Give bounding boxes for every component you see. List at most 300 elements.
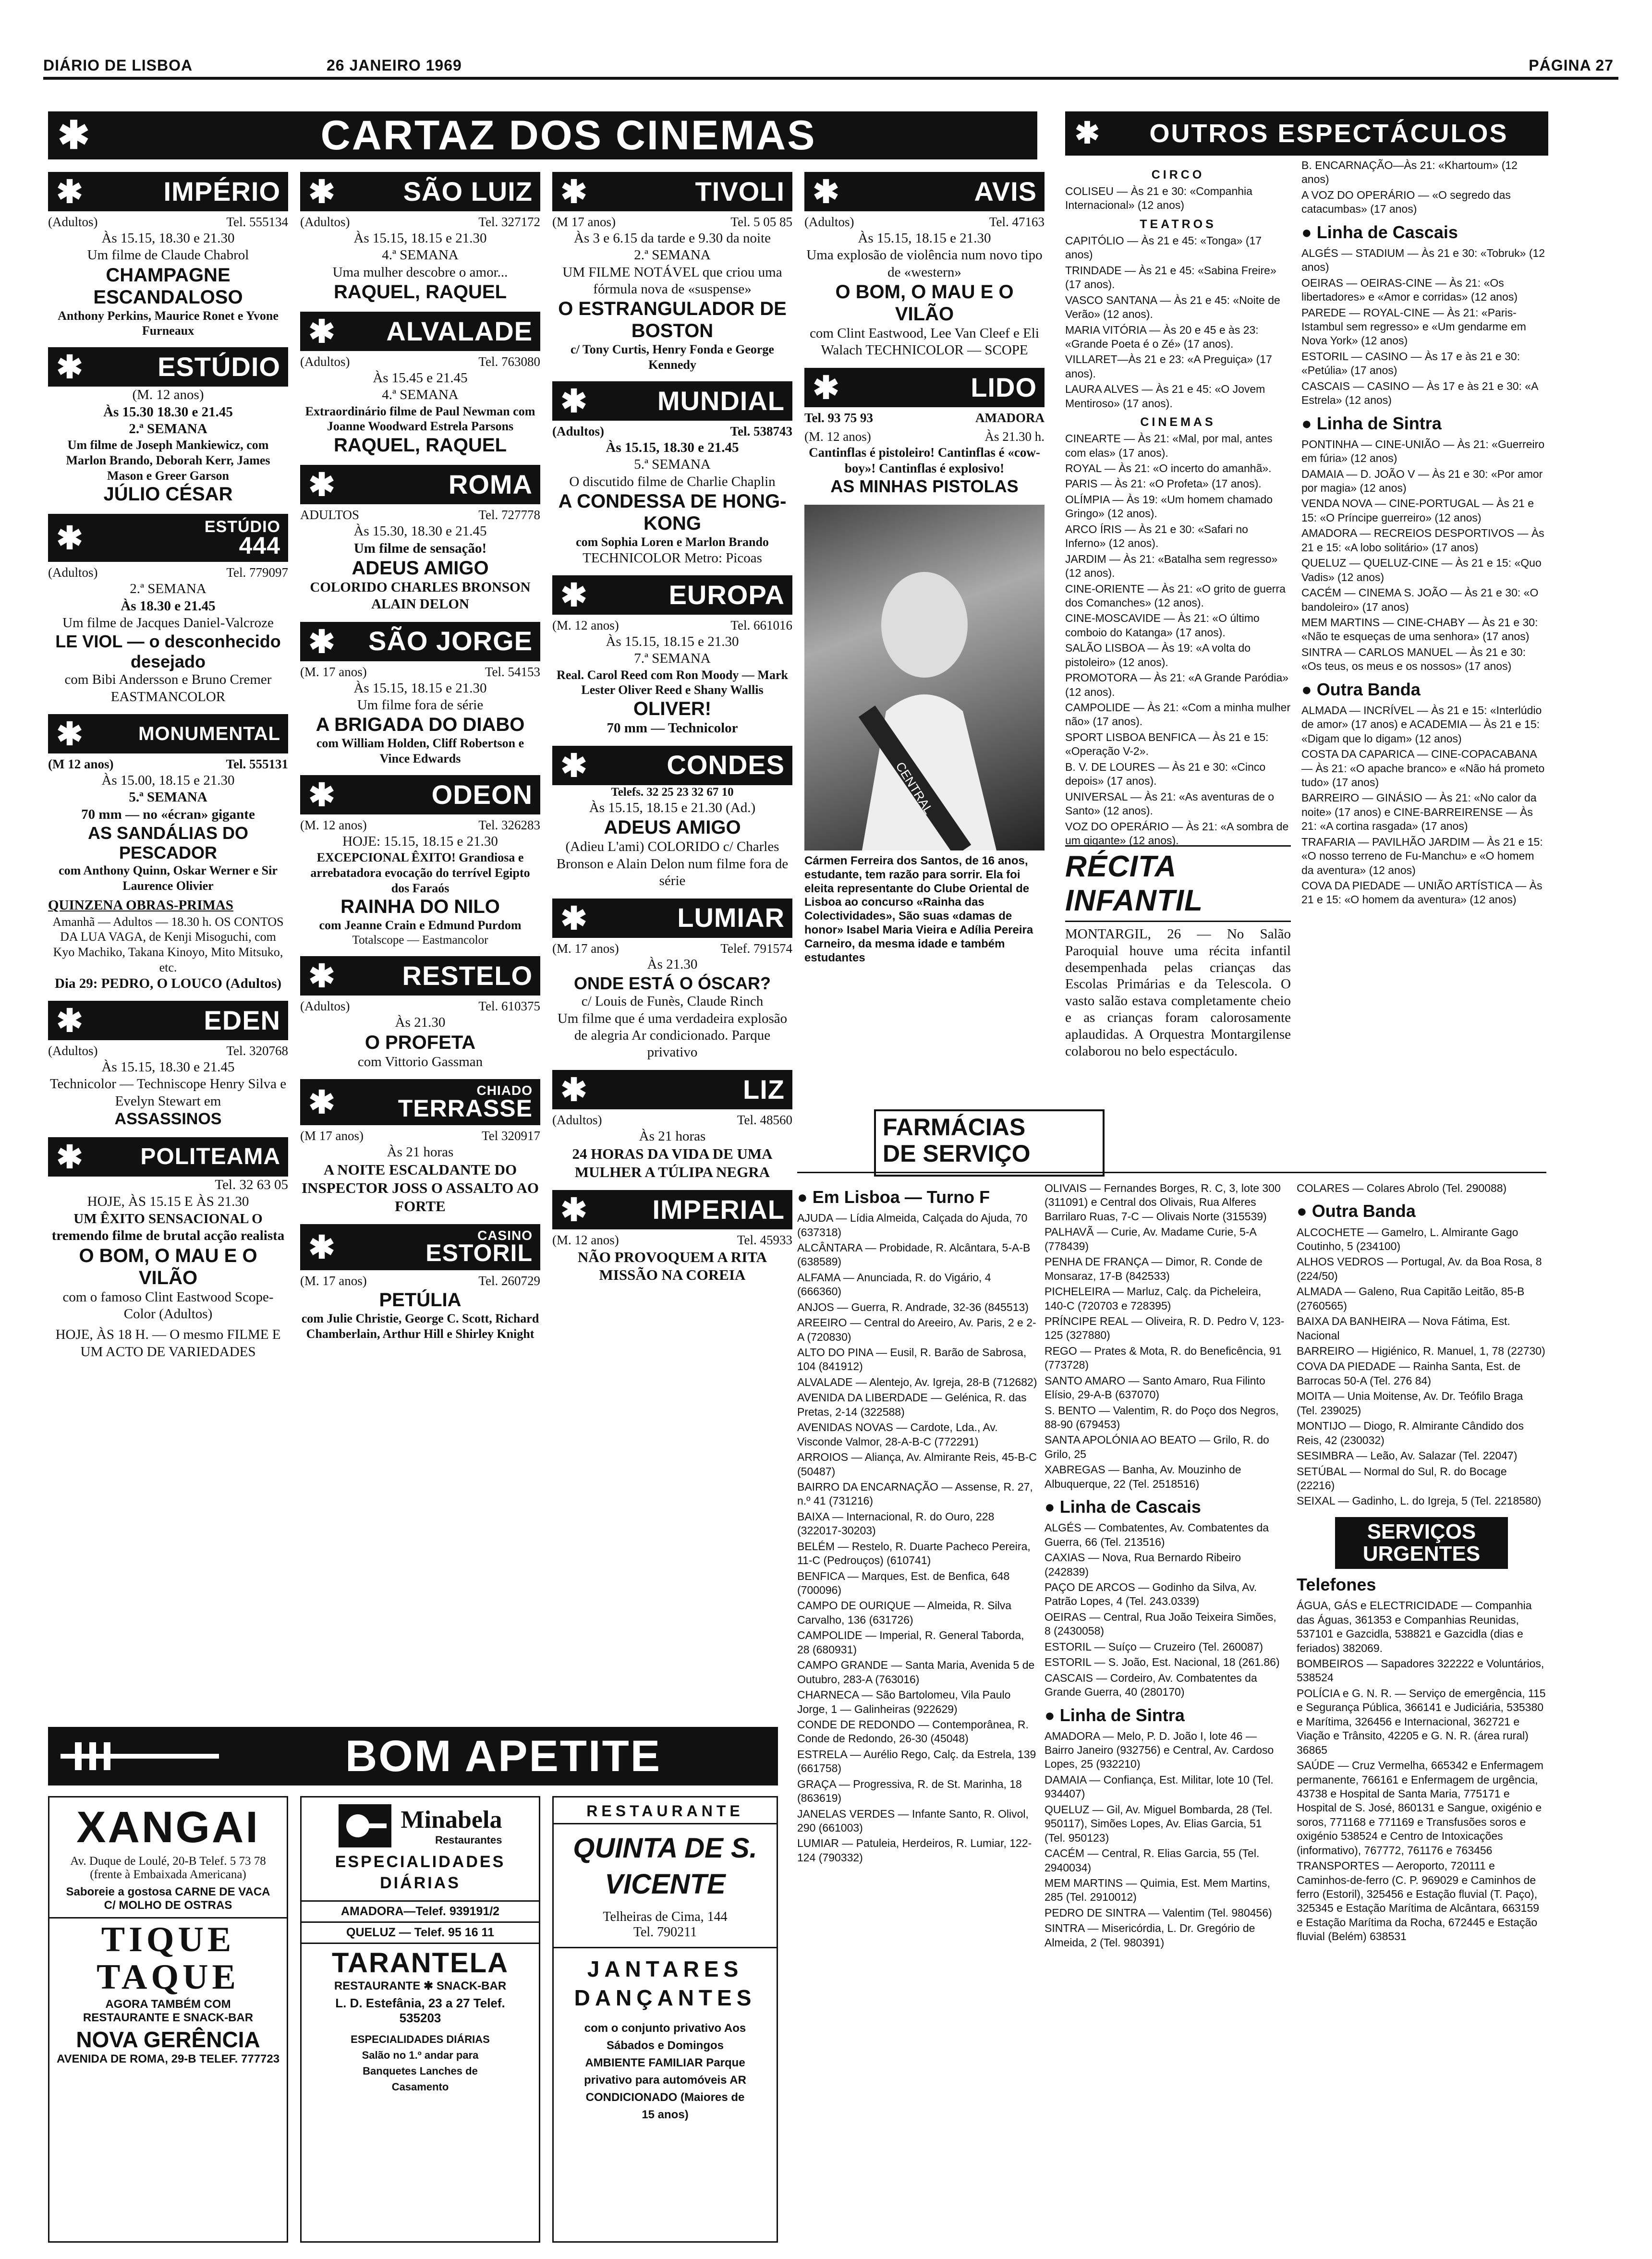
cinema-odeon	[300, 775, 540, 948]
pharmacy-item: BAIXA — Internacional, R. do Ouro, 228 (322017-30203)	[797, 1510, 995, 1537]
cascais-heading: ● Linha de Cascais	[1301, 222, 1458, 242]
farmacias-banner-line1: FARMÁCIAS	[883, 1114, 1026, 1141]
banda-heading-label: Outra Banda	[1316, 679, 1421, 699]
cinema-name: RESTELO	[402, 960, 533, 991]
cinema-header	[552, 746, 792, 785]
film-format: EASTMANCOLOR	[110, 689, 226, 704]
cinema-name-sub: TERRASSE	[398, 1094, 533, 1122]
film-extra: HOJE, ÀS 18 H. — O mesmo FILME E UM ACTO DE VARIEDADES	[55, 1327, 281, 1360]
showtimes: Às 21 horas	[387, 1144, 454, 1160]
listing-item: CINE-MOSCAVIDE — Às 21: «O último comboio do Katanga» (17 anos).	[1065, 612, 1260, 639]
cinema-header	[48, 514, 288, 562]
week: 4.ª SEMANA	[382, 247, 459, 263]
film-cast: com Julie Christie, George C. Scott, Richard Chamberlain, Arthur Hill e Shirley Knight	[301, 1311, 539, 1341]
cinema-name: POLITEAMA	[140, 1143, 280, 1169]
film-title: RAQUEL, RAQUEL	[334, 435, 507, 456]
cinemas-list	[1065, 432, 1291, 848]
film-cast: c/ Tony Curtis, Henry Fonda e George Kennedy	[571, 342, 774, 372]
week: 2.ª SEMANA	[130, 581, 206, 597]
phone: Tel. 763080	[478, 354, 540, 369]
colares-pharmacy: COLARES — Colares Abrolo (Tel. 290088)	[1297, 1182, 1507, 1194]
phone: Telefs. 32 25 23 32 67 10	[611, 785, 734, 799]
banda-pharmacy-list	[1297, 1226, 1546, 1508]
film-desc: Um filme de Jacques Daniel-Valcroze	[62, 615, 274, 631]
asterisk-icon: ✱	[813, 369, 839, 405]
cinema-header	[48, 1001, 288, 1040]
cinema-name: SÃO LUIZ	[403, 176, 533, 206]
pharmacy-item: JANELAS VERDES — Infante Santo, R. Olivol, 290 (661003)	[797, 1807, 1029, 1834]
pharmacy-item: OEIRAS — Central, Rua João Teixeira Simões, 8 (2430058)	[1045, 1610, 1276, 1638]
listing-item: VENDA NOVA — CINE-PORTUGAL — Às 21 e 15: «O Príncipe guerreiro» (12 anos)	[1301, 497, 1534, 524]
cinema-alvalade	[300, 312, 540, 456]
age-rating: (Adultos)	[804, 215, 854, 229]
quinta-dances: JANTARES DANÇANTES	[574, 1956, 756, 2010]
film-title: O PROFETA	[364, 1032, 476, 1053]
showtimes: Às 18.30 e 21.45	[121, 598, 216, 614]
film-cast: com Clint Eastwood, Lee Van Cleef e Eli Walach TECHNICOLOR — SCOPE	[810, 326, 1039, 358]
film-title: RAINHA DO NILO	[340, 896, 500, 918]
pharmacy-item: XABREGAS — Banha, Av. Mouzinho de Albuquerque, 22 (Tel. 2518516)	[1045, 1463, 1241, 1490]
showtimes: HOJE, ÀS 15.15 E ÀS 21.30	[87, 1194, 249, 1210]
cinema-name: EUROPA	[668, 579, 785, 610]
listing-item: CINEARTE — Às 21: «Mal, por mal, antes com elas» (17 anos).	[1065, 432, 1273, 459]
film-format: Totalscope — Eastmancolor	[352, 933, 488, 947]
urgent-phone-item: BOMBEIROS — Sapadores 322222 e Voluntários, 538524	[1297, 1657, 1544, 1684]
listing-item: ARCO ÍRIS — Às 21 e 30: «Safari no Inferno» (12 anos).	[1065, 522, 1248, 550]
phone: Tel. 54153	[485, 664, 540, 679]
issue-date: 26 JANEIRO 1969	[327, 57, 462, 74]
listing-item: ROYAL — Às 21: «O incerto do amanhã».	[1065, 462, 1272, 474]
film-title: ADEUS AMIGO	[604, 817, 741, 838]
cinema-imperial	[552, 1190, 792, 1285]
cinema-header	[552, 172, 792, 211]
asterisk-icon: ✱	[560, 174, 587, 209]
film-format: TECHNICOLOR Metro: Picoas	[583, 550, 762, 566]
film-desc: Extraordinário filme de Paul Newman com Joanne Woodward Estrela Parsons	[305, 404, 535, 434]
film-cast: Anthony Perkins, Maurice Ronet e Yvone Furneaux	[58, 308, 279, 338]
age-rating: (M 17 anos)	[552, 215, 616, 229]
asterisk-icon: ✱	[1075, 117, 1100, 150]
film-cast: c/ Louis de Funès, Claude Rinch	[581, 994, 764, 1009]
cinema-lido	[804, 368, 1045, 496]
cinema-header	[48, 172, 288, 211]
cinemas-banner-title: CARTAZ DOS CINEMAS	[320, 112, 816, 158]
pharmacy-item: PEDRO DE SINTRA — Valentim (Tel. 980456)	[1045, 1906, 1272, 1919]
farmacias-column-2	[1045, 1181, 1285, 1951]
asterisk-icon: ✱	[560, 1071, 587, 1107]
cinema-tivoli	[552, 172, 792, 373]
pharmacy-item: AREEIRO — Central do Areeiro, Av. Paris, 2 e 2-A (720830)	[797, 1316, 1036, 1343]
minabela-logo-icon	[339, 1804, 391, 1847]
pharmacy-item: SANTO AMARO — Santo Amaro, Rua Filinto Elísio, 29-A-B (637070)	[1045, 1374, 1265, 1401]
listing-item: COVA DA PIEDADE — UNIÃO ARTÍSTICA — Às 21 e 15: «O homem da aventura» (12 anos)	[1301, 879, 1543, 906]
cinema-name: ESTÚDIO	[204, 517, 280, 536]
pharmacy-item: CAMPO GRANDE — Santa Maria, Avenida 5 de Outubro, 283-A (763016)	[797, 1659, 1035, 1686]
cascais-pharmacy-heading: ● Linha de Cascais	[1045, 1497, 1201, 1517]
age-rating: (M 17 anos)	[300, 1129, 364, 1143]
age-rating: (Adultos)	[552, 424, 605, 438]
cinema-name: ODEON	[431, 779, 533, 810]
cinema-header	[48, 1137, 288, 1177]
urgent-phone-item: SAÚDE — Cruz Vermelha, 665342 e Enfermagem permanente, 766161 e Enfermagem de urgência, 43738 e Hospital de Santa Maria, 775171 e Hospital de S. José, 860131 e Sangue, oxigénio e soros, 771168 e 771169 e Transfusões soros e oxigénio 538524 e Centro de Intoxicações (informativo), 767772, 761176 e 763456	[1297, 1759, 1543, 1857]
age-rating: (Adultos)	[300, 215, 350, 229]
cinema-name: MUNDIAL	[657, 385, 785, 416]
listing-item: CINE-ORIENTE — Às 21: «O grito de guerra dos Comanches» (12 anos).	[1065, 582, 1286, 609]
listing-item: COSTA DA CAPARICA — CINE-COPACABANA — Às 21: «O apache branco» e «Não há prometo tudo» (17 anos)	[1301, 748, 1545, 789]
city: AMADORA	[975, 410, 1045, 425]
listing-item: LAURA ALVES — Às 21 e 45: «O Jovem Mentiroso» (17 anos).	[1065, 383, 1265, 410]
film-cast: com Bibi Andersson e Bruno Cremer	[64, 672, 272, 688]
header-rule	[43, 77, 1618, 80]
listing-item: OLÍMPIA — Às 19: «Um homem chamado Gringo» (12 anos).	[1065, 493, 1273, 520]
banda-pharmacy-heading-label: Outra Banda	[1312, 1201, 1416, 1221]
pharmacy-item: ALCOCHETE — Gamelro, L. Almirante Gago Coutinho, 5 (234100)	[1297, 1226, 1518, 1252]
banda-heading: ● Outra Banda	[1301, 679, 1421, 699]
farmacias-rule	[797, 1172, 1546, 1173]
film-title: PETÚLIA	[379, 1289, 462, 1311]
pharmacy-item: SANTA APOLÓNIA AO BEATO — Grilo, R. do Grilo, 25	[1045, 1433, 1269, 1460]
pharmacy-item: SEIXAL — Gadinho, L. do Igreja, 5 (Tel. 2218580)	[1297, 1494, 1542, 1507]
pharmacy-item: ALFAMA — Anunciada, R. do Vigário, 4 (666360)	[797, 1271, 991, 1298]
showtimes: Às 15.15, 18.15 e 21.30 (Ad.)	[589, 800, 756, 816]
urgentes-banner-line1: SERVIÇOS	[1367, 1519, 1476, 1543]
listing-item: ALMADA — INCRÍVEL — Às 21 e 15: «Interlúdio de amor» (17 anos) e ACADEMIA — Às 21 e 15: «Digam que lo digam» (12 anos)	[1301, 704, 1542, 745]
cinema-column-2	[300, 172, 540, 1350]
cinema-condes	[552, 746, 792, 890]
listing-item: CAMPOLIDE — Às 21: «Com a minha mulher não» (17 anos).	[1065, 701, 1291, 728]
pharmacy-item: ESTRELA — Aurélio Rego, Calç. da Estrela, 139 (661758)	[797, 1748, 1036, 1775]
listing-item: CAPITÓLIO — Às 21 e 45: «Tonga» (17 anos)	[1065, 234, 1262, 261]
tique-taque-management: NOVA GERÊNCIA	[76, 2027, 260, 2053]
pharmacy-item: COVA DA PIEDADE — Rainha Santa, Est. de Barrocas 50-A (Tel. 276 84)	[1297, 1360, 1521, 1387]
cinema-name: EDEN	[204, 1005, 280, 1035]
asterisk-icon: ✱	[560, 383, 587, 419]
showtimes: Às 15.15, 18.30 e 21.45	[101, 1059, 235, 1075]
cinema-name: LUMIAR	[677, 902, 785, 933]
cinema-sao-jorge	[300, 622, 540, 766]
film-cast: COLORIDO CHARLES BRONSON ALAIN DELON	[310, 579, 531, 612]
recita-body: MONTARGIL, 26 — No Salão Paroquial houve uma récita infantil desempenhada pelas crianças das Escolas Primárias e da Telescola. O vasto salão estava completamente cheio e as crianças foram calorosamente aplaudidas. A Orquestra Montargilense colaborou no belo espectáculo.	[1065, 926, 1291, 1059]
showtimes: Às 15.15, 18.15 e 21.30	[858, 230, 991, 246]
cinemas-banner	[48, 111, 1037, 159]
cinema-name: ALVALADE	[386, 316, 533, 346]
film-title: ADEUS AMIGO	[352, 557, 489, 579]
sintra-heading-label: Linha de Sintra	[1316, 413, 1442, 433]
phone: Tel. 320768	[226, 1043, 288, 1058]
listing-item: TRINDADE — Às 21 e 45: «Sabina Freire» (17 anos).	[1065, 264, 1276, 291]
outros-top-list	[1301, 158, 1546, 217]
week: 7.ª SEMANA	[634, 651, 711, 667]
cinema-header	[300, 1224, 540, 1270]
age-rating: (M 12 anos)	[48, 757, 114, 771]
pharmacy-item: SINTRA — Misericórdia, L. Dr. Gregório de Almeida, 2 (Tel. 980391)	[1045, 1922, 1255, 1949]
film-title: ASSASSINOS	[114, 1109, 222, 1128]
pharmacy-item: ARROIOS — Aliança, Av. Almirante Reis, 45-B-C (50487)	[797, 1451, 1037, 1478]
film-format: 70 mm — no «écran» gigante	[81, 806, 255, 822]
circo-heading: CIRCO	[1151, 168, 1205, 182]
film-desc: O discutido filme de Charlie Chaplin	[569, 474, 776, 489]
cinema-column-1	[48, 172, 288, 1369]
quinta-name: QUINTA DE S. VICENTE	[573, 1833, 757, 1900]
cinema-header	[552, 899, 792, 938]
cinema-name: CONDES	[667, 750, 785, 780]
pharmacy-item: BAIRRO DA ENCARNAÇÃO — Assense, R. 27, n.º 41 (731216)	[797, 1480, 1033, 1507]
film-title: LE VIOL — o desconhecido desejado	[55, 632, 281, 671]
pharmacy-item: CHARNECA — São Bartolomeu, Vila Paulo Jorge, 1 — Galinheiras (922629)	[797, 1688, 1011, 1715]
age-rating: (M. 12 anos)	[552, 618, 619, 633]
cinema-name: TIVOLI	[695, 176, 785, 206]
farmacias-banner-line2: DE SERVIÇO	[883, 1140, 1031, 1167]
minabela-phone-2: QUELUZ — Telef. 95 16 11	[346, 1926, 494, 1940]
age-rating: (M. 12 anos)	[552, 1232, 619, 1247]
cinema-monumental	[48, 714, 288, 992]
asterisk-icon: ✱	[308, 467, 335, 503]
film-desc: UM FILME NOTÁVEL que criou uma fórmula nova de «suspense»	[562, 264, 782, 297]
cascais-pharmacy-heading-label: Linha de Cascais	[1059, 1497, 1201, 1517]
film-title: CHAMPAGNE ESCANDALOSO	[93, 264, 243, 308]
cinema-header	[300, 622, 540, 661]
age-rating: (M. 12 anos)	[300, 817, 367, 832]
banda-pharmacy-heading: ● Outra Banda	[1297, 1201, 1416, 1221]
listing-item: PARIS — Às 21: «O Profeta» (17 anos).	[1065, 477, 1262, 490]
listing-item: MARIA VITÓRIA — Às 20 e 45 e às 23: «Grande Poeta é o Zé» (17 anos).	[1065, 323, 1259, 350]
sintra-list	[1301, 437, 1546, 674]
film-cast: com o famoso Clint Eastwood Scope-Color (Adultos)	[62, 1289, 274, 1322]
phone: Tel. 326283	[478, 817, 540, 832]
cinema-name: SÃO JORGE	[368, 626, 533, 656]
pharmacy-item: CAMPO DE OURIQUE — Almeida, R. Silva Carvalho, 136 (631726)	[797, 1599, 1012, 1626]
pharmacy-item: BARREIRO — Higiénico, R. Manuel, 1, 78 (22730)	[1297, 1345, 1545, 1358]
quinta-address: Telheiras de Cima, 144 Tel. 790211	[603, 1909, 728, 1940]
film-desc: Uma explosão de violência num novo tipo de «western»	[806, 247, 1043, 280]
cutlery-icon	[56, 1730, 229, 1783]
series-next: Dia 29: PEDRO, O LOUCO (Adultos)	[54, 975, 282, 991]
cinema-name-number: 444	[239, 532, 280, 559]
asterisk-icon: ✱	[56, 1139, 83, 1175]
cinema-header	[300, 775, 540, 814]
circo-list	[1065, 184, 1291, 213]
tarantela-address: L. D. Estefânia, 23 a 27 Telef. 535203	[335, 1996, 505, 2026]
asterisk-icon: ✱	[560, 1191, 587, 1227]
showtimes: Às 15.45 e 21.45	[373, 370, 468, 386]
pharmacy-item: PAÇO DE ARCOS — Godinho da Silva, Av. Patrão Lopes, 4 (Tel. 243.0339)	[1045, 1581, 1257, 1608]
asterisk-icon: ✱	[58, 114, 90, 157]
film-desc: Um filme fora de série	[357, 697, 484, 713]
cinema-name: AVIS	[974, 176, 1037, 206]
teatros-list	[1065, 234, 1291, 411]
listing-item: CASCAIS — CASINO — Às 17 e às 21 e 30: «A Estrela» (12 anos)	[1301, 379, 1538, 407]
pharmacy-item: SETÚBAL — Normal do Sul, R. do Bocage (22216)	[1297, 1465, 1507, 1492]
pharmacy-item: BAIXA DA BANHEIRA — Nova Fátima, Est. Nacional	[1297, 1315, 1510, 1342]
phone: Tel. 5 05 85	[730, 215, 792, 229]
cinema-mundial	[552, 381, 792, 567]
listing-item: ALGÉS — STADIUM — Às 21 e 30: «Tobruk» (12 anos)	[1301, 246, 1545, 274]
showtimes: Às 3 e 6.15 da tarde e 9.30 da noite	[574, 230, 771, 246]
pharmacy-item: ESTORIL — Suíço — Cruzeiro (Tel. 260087)	[1045, 1640, 1263, 1653]
film-title: A BRIGADA DO DIABO	[316, 714, 525, 736]
pharmacy-item: BELÉM — Restelo, R. Duarte Pacheco Pereira, 11-C (Pedrouços) (610741)	[797, 1540, 1031, 1567]
asterisk-icon: ✱	[308, 1084, 335, 1120]
cinema-name: ESTÚDIO	[158, 351, 280, 382]
series-text: Amanhã — Adultos — 18.30 h. OS CONTOS DA LUA VAGA, de Kenji Misoguchi, com Kyo Machiko, Takana Kinoyo, Mito Mitsuko, etc.	[52, 914, 284, 974]
week: 2.ª SEMANA	[634, 247, 711, 263]
listing-item: SINTRA — CARLOS MANUEL — Às 21 e 30: «Os teus, os meus e os nossos» (17 anos)	[1301, 645, 1526, 673]
week: 5.ª SEMANA	[634, 457, 711, 473]
phone: Tel. 260729	[478, 1273, 540, 1288]
telefones-heading: Telefones	[1297, 1575, 1376, 1595]
pharmacy-item: MEM MARTINS — Quimia, Est. Mem Martins, 285 (Tel. 2910012)	[1045, 1876, 1270, 1904]
quinta-details: com o conjunto privativo Aos Sábados e Domingos AMBIENTE FAMILIAR Parque privativo para automóveis AR CONDICIONADO (Maiores de 15 anos)	[584, 2022, 746, 2122]
xangai-name: XANGAI	[76, 1803, 260, 1852]
listing-item: B. V. DE LOURES — Às 21 e 30: «Cinco depois» (17 anos).	[1065, 760, 1266, 788]
cascais-heading-label: Linha de Cascais	[1316, 222, 1458, 242]
asterisk-icon: ✱	[308, 623, 335, 659]
sintra-heading: ● Linha de Sintra	[1301, 413, 1442, 433]
xangai-speciality: Saboreie a gostosa CARNE DE VACA C/ MOLHO DE OSTRAS	[66, 1885, 270, 1912]
tique-taque-address: AVENIDA DE ROMA, 29-B TELEF. 777723	[56, 2053, 280, 2066]
farmacias-column-3	[1297, 1181, 1546, 1945]
phone: Tel 320917	[482, 1129, 540, 1143]
urgent-phone-item: POLÍCIA e G. N. R. — Serviço de emergência, 115 e Segurança Pública, 366141 e Judiciária, 535380 e Marítima, 326456 e Internacional, 362721 e Viação e Trânsito, 42205 e G. N. R. (área rural) 36865	[1297, 1687, 1546, 1756]
showtimes: Às 15.15, 18.15 e 21.30	[606, 633, 739, 649]
bom-apetite-title: BOM APETITE	[345, 1731, 662, 1781]
cinema-column-3	[552, 172, 792, 1293]
film-title: O ESTRANGULADOR DE BOSTON	[558, 298, 787, 342]
cinema-header	[552, 1070, 792, 1109]
pharmacy-item: AMADORA — Melo, P. D. João I, lote 46 — Bairro Janeiro (932756) e Central, Av. Cardoso Lopes, 25 (932210)	[1045, 1729, 1274, 1771]
film-title: RAQUEL, RAQUEL	[334, 281, 507, 303]
pharmacy-item: CASCAIS — Cordeiro, Av. Combatentes da Grande Guerra, 40 (280170)	[1045, 1671, 1257, 1699]
outros-column-1	[1065, 163, 1291, 849]
listing-item: JARDIM — Às 21: «Batalha sem regresso» (12 anos).	[1065, 552, 1278, 580]
showtimes: Às 15.15, 18.15 e 21.30	[353, 230, 487, 246]
cinema-name: IMPÉRIO	[163, 176, 280, 206]
age-rating: (Adultos)	[552, 1112, 602, 1127]
asterisk-icon: ✱	[308, 174, 335, 209]
pharmacy-item: CACÉM — Central, R. Elias Garcia, 55 (Tel. 2940034)	[1045, 1847, 1260, 1874]
age-rating: (M. 12 anos)	[132, 387, 204, 403]
pharmacy-item: ALHOS VEDROS — Portugal, Av. da Boa Rosa, 8 (224/50)	[1297, 1255, 1542, 1282]
cinema-estudio-444	[48, 514, 288, 705]
cinema-politeama	[48, 1137, 288, 1360]
showtimes: Às 21 horas	[639, 1128, 706, 1144]
cinema-europa	[552, 575, 792, 737]
phone: Tel. 661016	[730, 618, 792, 633]
phone: Tel. 32 63 05	[215, 1177, 288, 1193]
film-desc: (Adieu L'ami) COLORIDO c/ Charles Bronson e Alain Delon num filme fora de série	[556, 839, 789, 889]
film-title: A CONDESSA DE HONG-KONG	[558, 490, 787, 534]
cascais-pharmacy-list	[1045, 1521, 1285, 1699]
urgent-phone-item: ÁGUA, GÁS e ELECTRICIDADE — Companhia das Águas, 361353 e Companhias Reunidas, 537101 e Gazcidla, 538821 e Gazcidla (dias e feriados) 382069.	[1297, 1599, 1532, 1654]
cinema-header	[300, 312, 540, 351]
urgent-phone-list	[1297, 1599, 1546, 1944]
cinema-name: CHIADO	[476, 1083, 533, 1098]
film-desc: EXCEPCIONAL ÊXITO! Grandiosa e arrebatadora evocação do terrível Egipto dos Faraós	[310, 850, 530, 895]
showtimes: HOJE: 15.15, 18.15 e 21.30	[342, 833, 498, 849]
cinema-header	[48, 714, 288, 753]
showtimes: Às 21.30	[395, 1015, 446, 1031]
tarantela-speciality: ESPECIALIDADES DIÁRIAS Salão no 1.º andar para Banquetes Lanches de Casamento	[351, 2033, 490, 2093]
minabela-sub: Restaurantes	[435, 1834, 502, 1846]
pharmacy-item: PALHAVÃ — Curie, Av. Madame Curie, 5-A (778439)	[1045, 1226, 1256, 1252]
urgentes-banner	[1335, 1517, 1508, 1569]
asterisk-icon: ✱	[56, 716, 83, 752]
pharmacy-item: QUELUZ — Gil, Av. Miguel Bombarda, 28 (Tel. 950117), Simões Lopes, Av. Elias Garcia, 51 (Tel. 950123)	[1045, 1803, 1273, 1844]
age-rating: (Adultos)	[48, 565, 98, 580]
listing-item: TRAFARIA — PAVILHÃO JARDIM — Às 21 e 15: «O nosso terreno de Fu-Manchu» e «O homem da aventura» (12 anos)	[1301, 835, 1543, 876]
cinemas-heading: CINEMAS	[1140, 415, 1216, 429]
page-number: PÁGINA 27	[1529, 57, 1614, 74]
listing-item: PAREDE — ROYAL-CINE — Às 21: «Paris-Istambul sem regresso» e «Um gendarme em Nova York» (12 anos)	[1301, 306, 1526, 347]
minabela-speciality: ESPECIALIDADES DIÁRIAS	[335, 1853, 506, 1893]
pharmacy-item: REGO — Prates & Mota, R. do Beneficência, 91 (773728)	[1045, 1344, 1282, 1372]
phone: Tel. 93 75 93	[804, 410, 874, 425]
showtimes: Às 15.30 18.30 e 21.45	[103, 404, 233, 420]
cinema-sao-luiz	[300, 172, 540, 303]
showtimes: Às 15.30, 18.30 e 21.45	[353, 523, 487, 539]
urgent-phone-item: TRANSPORTES — Aeroporto, 720111 e Caminhos-de-ferro (C. P. 969029 e Caminhos de ferro (Estoril), 325456 e Estação fluvial (T. Paço), 325345 e Estação Marítima de Alcântara, 663159 e Estação Marítima da Rocha, 672445 e Estação fluvial (Belém) 638531	[1297, 1859, 1540, 1943]
pharmacy-item: OLIVAIS — Fernandes Borges, R. C, 3, lote 300 (311091) e Central dos Olivais, Rua Alferes Barrilaro Ruas, 7-C — Olivais Norte (315539)	[1045, 1182, 1281, 1223]
listing-item: QUELUZ — QUELUZ-CINE — Às 21 e 15: «Quo Vadis» (12 anos)	[1301, 557, 1542, 583]
asterisk-icon: ✱	[308, 1229, 335, 1265]
listing-item: CACÉM — CINEMA S. JOÃO — Às 21 e 30: «O bandoleiro» (17 anos)	[1301, 586, 1539, 613]
asterisk-icon: ✱	[56, 520, 83, 556]
film-format: 70 mm — Technicolor	[607, 720, 738, 736]
listing-item: UNIVERSAL — Às 21: «As aventuras de o Santo» (12 anos).	[1065, 790, 1275, 817]
film-desc: Um filme de sensação!	[353, 540, 487, 556]
phone: Tel. 538743	[730, 424, 792, 438]
minabela-name: Minabela	[401, 1806, 502, 1834]
pharmacy-item: CAXIAS — Nova, Rua Bernardo Ribeiro (242839)	[1045, 1551, 1241, 1578]
recita-article	[1065, 845, 1291, 1059]
cinema-column-4	[804, 172, 1045, 965]
asterisk-icon: ✱	[308, 958, 335, 994]
film-title: O BOM, O MAU E O VILÃO	[835, 281, 1014, 325]
pharmacy-item: PENHA DE FRANÇA — Dimor, R. Conde de Monsaraz, 17-B (842533)	[1045, 1255, 1263, 1282]
showtimes: Às 21.30 h.	[984, 429, 1045, 444]
week: 4.ª SEMANA	[382, 387, 459, 403]
cinema-header	[552, 381, 792, 421]
age-rating: (M. 12 anos)	[804, 429, 871, 444]
listing-item: COLISEU — Às 21 e 30: «Companhia Internacional» (12 anos)	[1065, 185, 1252, 212]
tique-taque-name: TIQUE TAQUE	[97, 1920, 240, 1997]
pharmacy-item: ALCÂNTARA — Probidade, R. Alcântara, 5-A-B (638589)	[797, 1241, 1031, 1268]
age-rating: (Adultos)	[300, 999, 350, 1014]
news-photo	[804, 505, 1045, 850]
asterisk-icon: ✱	[560, 900, 587, 936]
listing-item: VILLARET—Às 21 e 23: «A Preguiça» (17 anos).	[1065, 353, 1272, 380]
asterisk-icon: ✱	[560, 577, 587, 613]
film-title: 24 HORAS DA VIDA DE UMA MULHER A TÚLIPA NEGRA	[572, 1145, 773, 1180]
recita-title: RÉCITA INFANTIL	[1065, 845, 1291, 922]
cinema-name: IMPERIAL	[652, 1194, 785, 1225]
film-desc: Um filme de Joseph Mankiewicz, com Marlon Brando, Deborah Kerr, James Mason e Greer Garson	[66, 438, 270, 483]
ad-xangai-tique	[48, 1796, 288, 2243]
film-cast: com Anthony Quinn, Oskar Werner e Sir Laurence Olivier	[59, 863, 278, 893]
ad-quinta-sao-vicente	[552, 1796, 778, 2243]
film-desc: Uma mulher descobre o amor...	[332, 264, 508, 280]
film-title: NÃO PROVOQUEM A RITA MISSÃO NA COREIA	[577, 1248, 767, 1284]
pharmacy-item: S. BENTO — Valentim, R. do Poço dos Negros, 88-90 (679453)	[1045, 1404, 1279, 1431]
urgentes-banner-line2: URGENTES	[1362, 1542, 1481, 1566]
tarantela-sub: RESTAURANTE ✱ SNACK-BAR	[334, 1980, 507, 1993]
listing-item: PROMOTORA — Às 21: «A Grande Paródia» (12 anos).	[1065, 671, 1288, 698]
film-desc: UM ÊXITO SENSACIONAL O tremendo filme de brutal acção realista	[51, 1211, 285, 1244]
listing-item: VASCO SANTANA — Às 21 e 45: «Noite de Verão» (12 anos).	[1065, 293, 1280, 321]
phone: Tel. 727778	[478, 508, 540, 522]
week: 5.ª SEMANA	[129, 789, 207, 805]
pharmacy-item: ALTO DO PINA — Eusil, R. Barão de Sabrosa, 104 (841912)	[797, 1346, 1027, 1373]
